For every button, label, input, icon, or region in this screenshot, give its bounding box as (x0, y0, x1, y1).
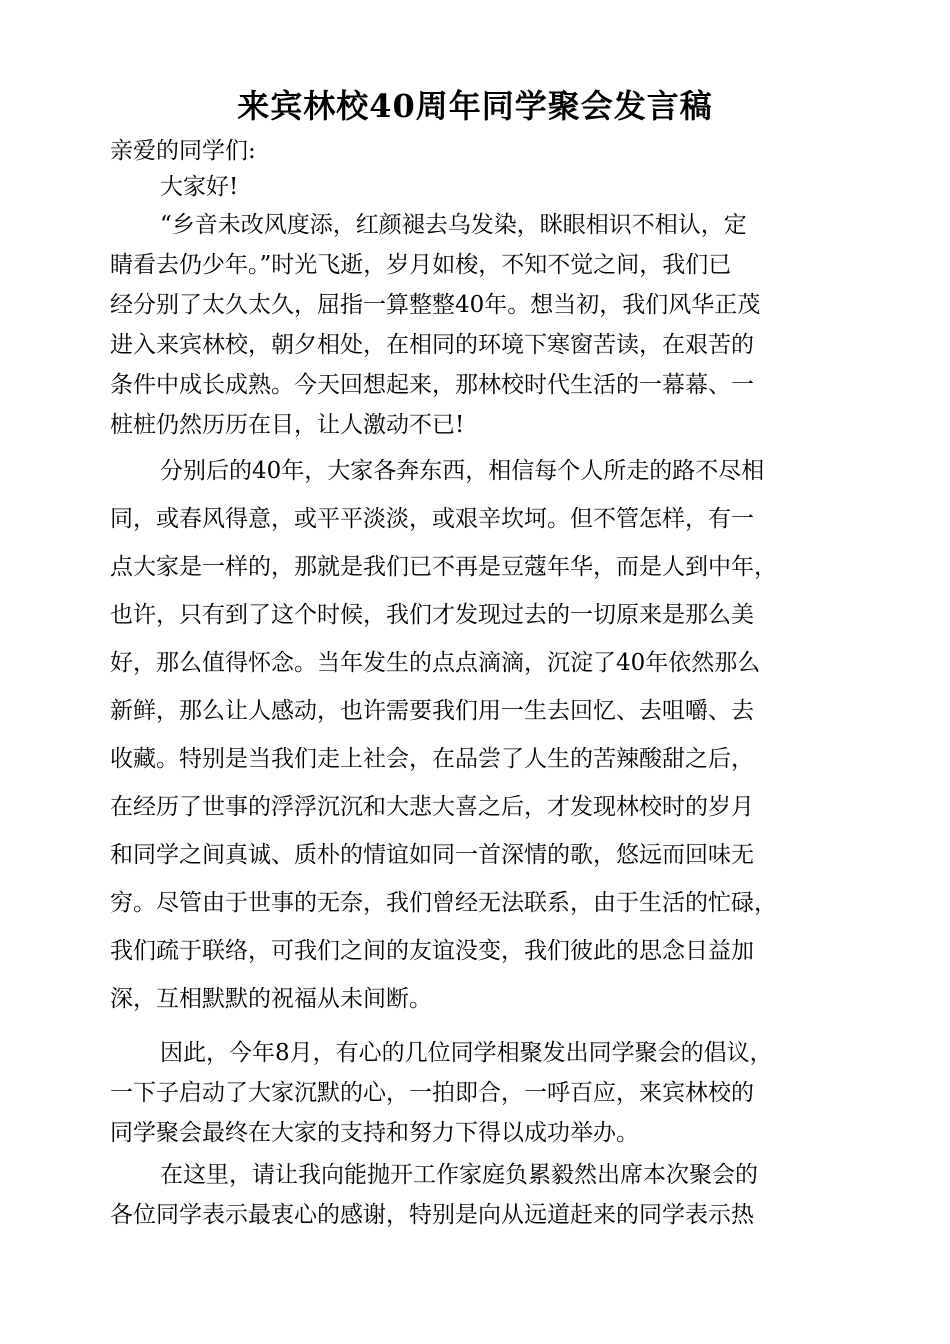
text-line: 深，互相默默的祝福从未间断。 (110, 986, 432, 1012)
text-line: 分别后的40年，大家各奔东西，相信每个人所走的路不尽相 (160, 458, 765, 484)
text-line: 收藏。特别是当我们走上社会，在品尝了人生的苦辣酸甜之后， (110, 746, 754, 772)
text-line: 同，或春风得意，或平平淡淡，或艰辛坎坷。但不管怎样，有一 (110, 506, 754, 532)
document-title: 来宾林校40周年同学聚会发言稿 (237, 87, 713, 125)
text-line: 经分别了太久太久，屈指一算整整40年。想当初，我们风华正茂 (110, 292, 761, 318)
text-line: 各位同学表示最衷心的感谢，特别是向从远道赶来的同学表示热 (110, 1202, 754, 1228)
text-line: 睛看去仍少年。”时光飞逝，岁月如梭，不知不觉之间，我们已 (110, 252, 732, 278)
text-line: 好，那么值得怀念。当年发生的点点滴滴，沉淀了40年依然那么 (110, 650, 761, 676)
text-line: 亲爱的同学们: (110, 138, 256, 164)
text-line: 穷。尽管由于世事的无奈，我们曾经无法联系，由于生活的忙碌， (110, 890, 777, 916)
text-line: 点大家是一样的，那就是我们已不再是豆蔻年华，而是人到中年， (110, 554, 777, 580)
text-line: “乡音未改风度添，红颜褪去乌发染，眯眼相识不相认，定 (160, 212, 747, 238)
text-line: 条件中成长成熟。今天回想起来，那林校时代生活的一幕幕、一 (110, 372, 754, 398)
text-line: 进入来宾林校，朝夕相处，在相同的环境下寒窗苦读，在艰苦的 (110, 332, 754, 358)
text-line: 大家好! (160, 174, 239, 200)
text-line: 同学聚会最终在大家的支持和努力下得以成功举办。 (110, 1120, 639, 1146)
text-line: 和同学之间真诚、质朴的情谊如同一首深情的歌，悠远而回味无 (110, 842, 754, 868)
text-line: 我们疏于联络，可我们之间的友谊没变，我们彼此的思念日益加 (110, 938, 754, 964)
text-line: 桩桩仍然历历在目，让人激动不已! (110, 412, 465, 438)
text-line: 在这里，请让我向能抛开工作家庭负累毅然出席本次聚会的 (160, 1162, 758, 1188)
text-line: 在经历了世事的浮浮沉沉和大悲大喜之后，才发现林校时的岁月 (110, 794, 754, 820)
text-line: 一下子启动了大家沉默的心，一拍即合，一呼百应，来宾林校的 (110, 1080, 754, 1106)
text-line: 也许，只有到了这个时候，我们才发现过去的一切原来是那么美 (110, 602, 754, 628)
text-line: 新鲜，那么让人感动，也许需要我们用一生去回忆、去咀嚼、去 (110, 698, 754, 724)
text-line: 因此，今年8月，有心的几位同学相聚发出同学聚会的倡议， (160, 1040, 773, 1066)
